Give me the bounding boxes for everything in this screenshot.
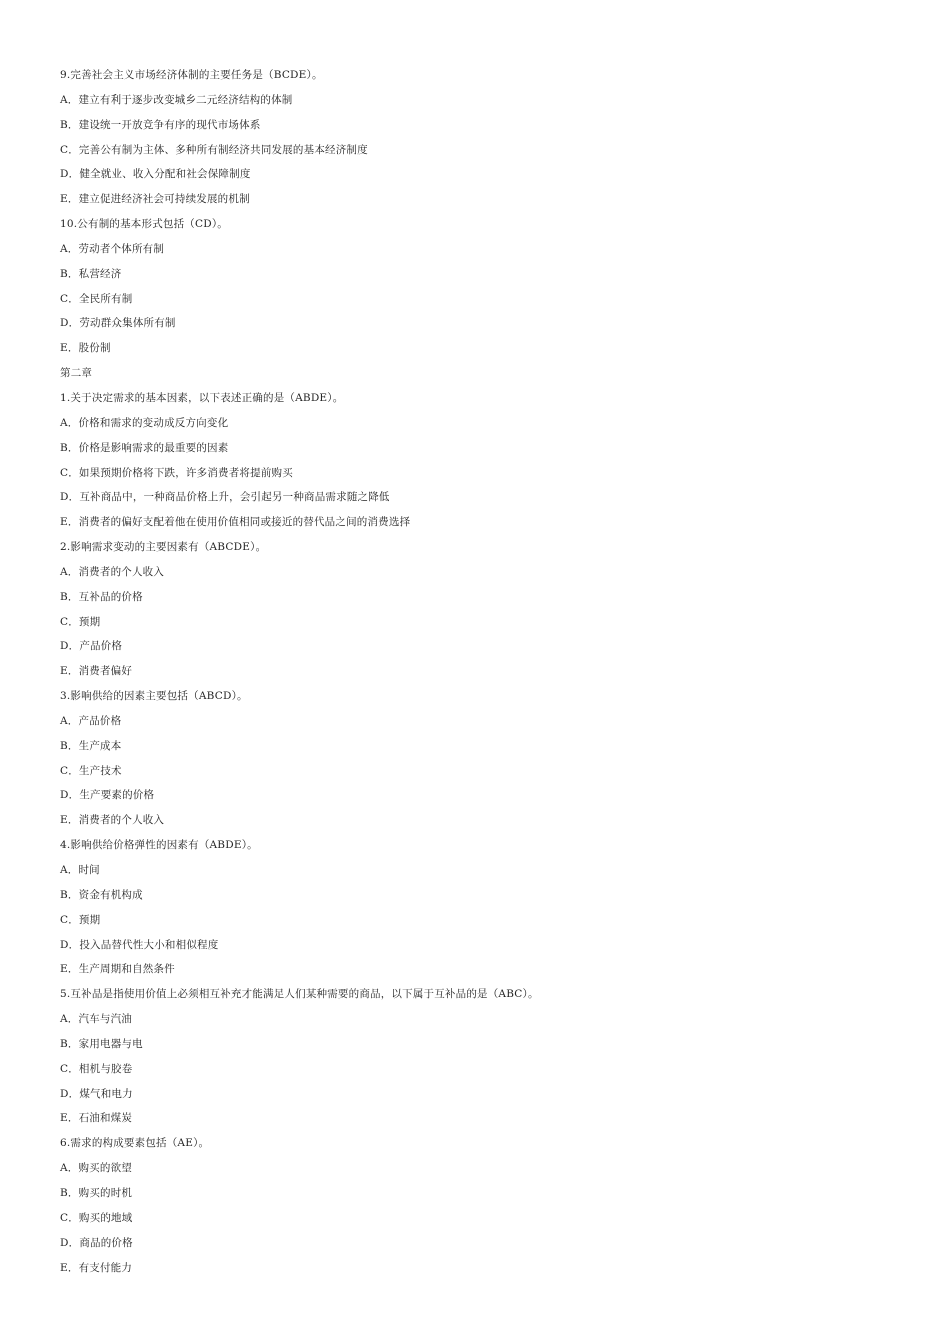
ch2-question-3: 3.影响供给的因素主要包括（ABCD）。 (60, 690, 248, 703)
ch2-q4-option-a: A．时间 (60, 864, 100, 876)
question-9: 9.完善社会主义市场经济体制的主要任务是（BCDE）。 (60, 69, 323, 81)
ch2-question-4: 4.影响供给价格弹性的因素有（ABDE）。 (60, 839, 258, 852)
q10-option-a: A．劳动者个体所有制 (60, 242, 165, 255)
ch2-q3-option-a: A．产品价格 (60, 714, 122, 727)
q9-option-e: E．建立促进经济社会可持续发展的机制 (60, 193, 250, 206)
text-lines (60, 63, 920, 1280)
q10-option-c: C．全民所有制 (60, 292, 133, 305)
ch2-question-1: 1.关于决定需求的基本因素，以下表述正确的是（ABDE）。 (60, 391, 344, 404)
ch2-q6-option-d: D．商品的价格 (60, 1236, 133, 1249)
ch2-q3-option-b: B．生产成本 (60, 739, 122, 752)
ch2-q5-option-e: E．石油和煤炭 (60, 1112, 133, 1125)
ch2-q3-option-c: C．生产技术 (60, 764, 122, 777)
ch2-q2-option-d: D．产品价格 (60, 640, 123, 653)
q9-option-c: C．完善公有制为主体、多种所有制经济共同发展的基本经济制度 (60, 143, 368, 156)
ch2-q3-option-e: E．消费者的个人收入 (60, 814, 165, 827)
ch2-q5-option-d: D．煤气和电力 (60, 1087, 133, 1100)
ch2-q4-option-c: C．预期 (60, 913, 101, 926)
ch2-q5-option-b: B．家用电器与电 (60, 1037, 143, 1050)
ch2-q1-option-d: D．互补商品中，一种商品价格上升，会引起另一种商品需求随之降低 (60, 491, 390, 504)
ch2-question-2: 2.影响需求变动的主要因素有（ABCDE）。 (60, 541, 267, 554)
ch2-q1-option-a: A．价格和需求的变动成反方向变化 (60, 416, 229, 429)
ch2-q2-option-c: C．预期 (60, 615, 101, 628)
ch2-q2-option-a: A．消费者的个人收入 (60, 565, 165, 578)
ch2-q6-option-b: B．购买的时机 (60, 1186, 133, 1199)
ch2-q1-option-e: E．消费者的偏好支配着他在使用价值相同或接近的替代品之间的消费选择 (60, 516, 411, 529)
q10-option-e: E．股份制 (60, 342, 111, 355)
ch2-q5-option-a: A．汽车与汽油 (60, 1013, 132, 1026)
ch2-q4-option-e: E．生产周期和自然条件 (60, 963, 175, 976)
chapter-heading: 第二章 (60, 367, 93, 380)
question-10: 10.公有制的基本形式包括（CD）。 (60, 218, 229, 231)
ch2-q5-option-c: C．相机与胶卷 (60, 1062, 133, 1075)
ch2-q6-option-c: C．购买的地域 (60, 1211, 133, 1224)
ch2-q3-option-d: D．生产要素的价格 (60, 789, 155, 802)
q9-option-a: A．建立有利于逐步改变城乡二元经济结构的体制 (60, 93, 293, 106)
ch2-q2-option-b: B．互补品的价格 (60, 590, 143, 603)
ch2-q6-option-a: A．购买的欲望 (60, 1162, 132, 1175)
ch2-q1-option-c: C．如果预期价格将下跌，许多消费者将提前购买 (60, 466, 293, 479)
ch2-q1-option-b: B．价格是影响需求的最重要的因素 (60, 441, 229, 454)
q10-option-d: D．劳动群众集体所有制 (60, 317, 176, 330)
q9-option-d: D．健全就业、收入分配和社会保障制度 (60, 168, 251, 181)
ch2-q4-option-d: D．投入品替代性大小和相似程度 (60, 938, 219, 951)
q9-option-b: B．建设统一开放竞争有序的现代市场体系 (60, 118, 261, 131)
ch2-q4-option-b: B．资金有机构成 (60, 888, 143, 901)
ch2-q2-option-e: E．消费者偏好 (60, 665, 133, 678)
ch2-question-5: 5.互补品是指使用价值上必须相互补充才能满足人们某种需要的商品，以下属于互补品的是（ABC）。 (60, 988, 539, 1001)
ch2-question-6: 6.需求的构成要素包括（AE）。 (60, 1137, 210, 1150)
q10-option-b: B．私营经济 (60, 267, 122, 280)
ch2-q6-option-e: E．有支付能力 (60, 1261, 133, 1274)
